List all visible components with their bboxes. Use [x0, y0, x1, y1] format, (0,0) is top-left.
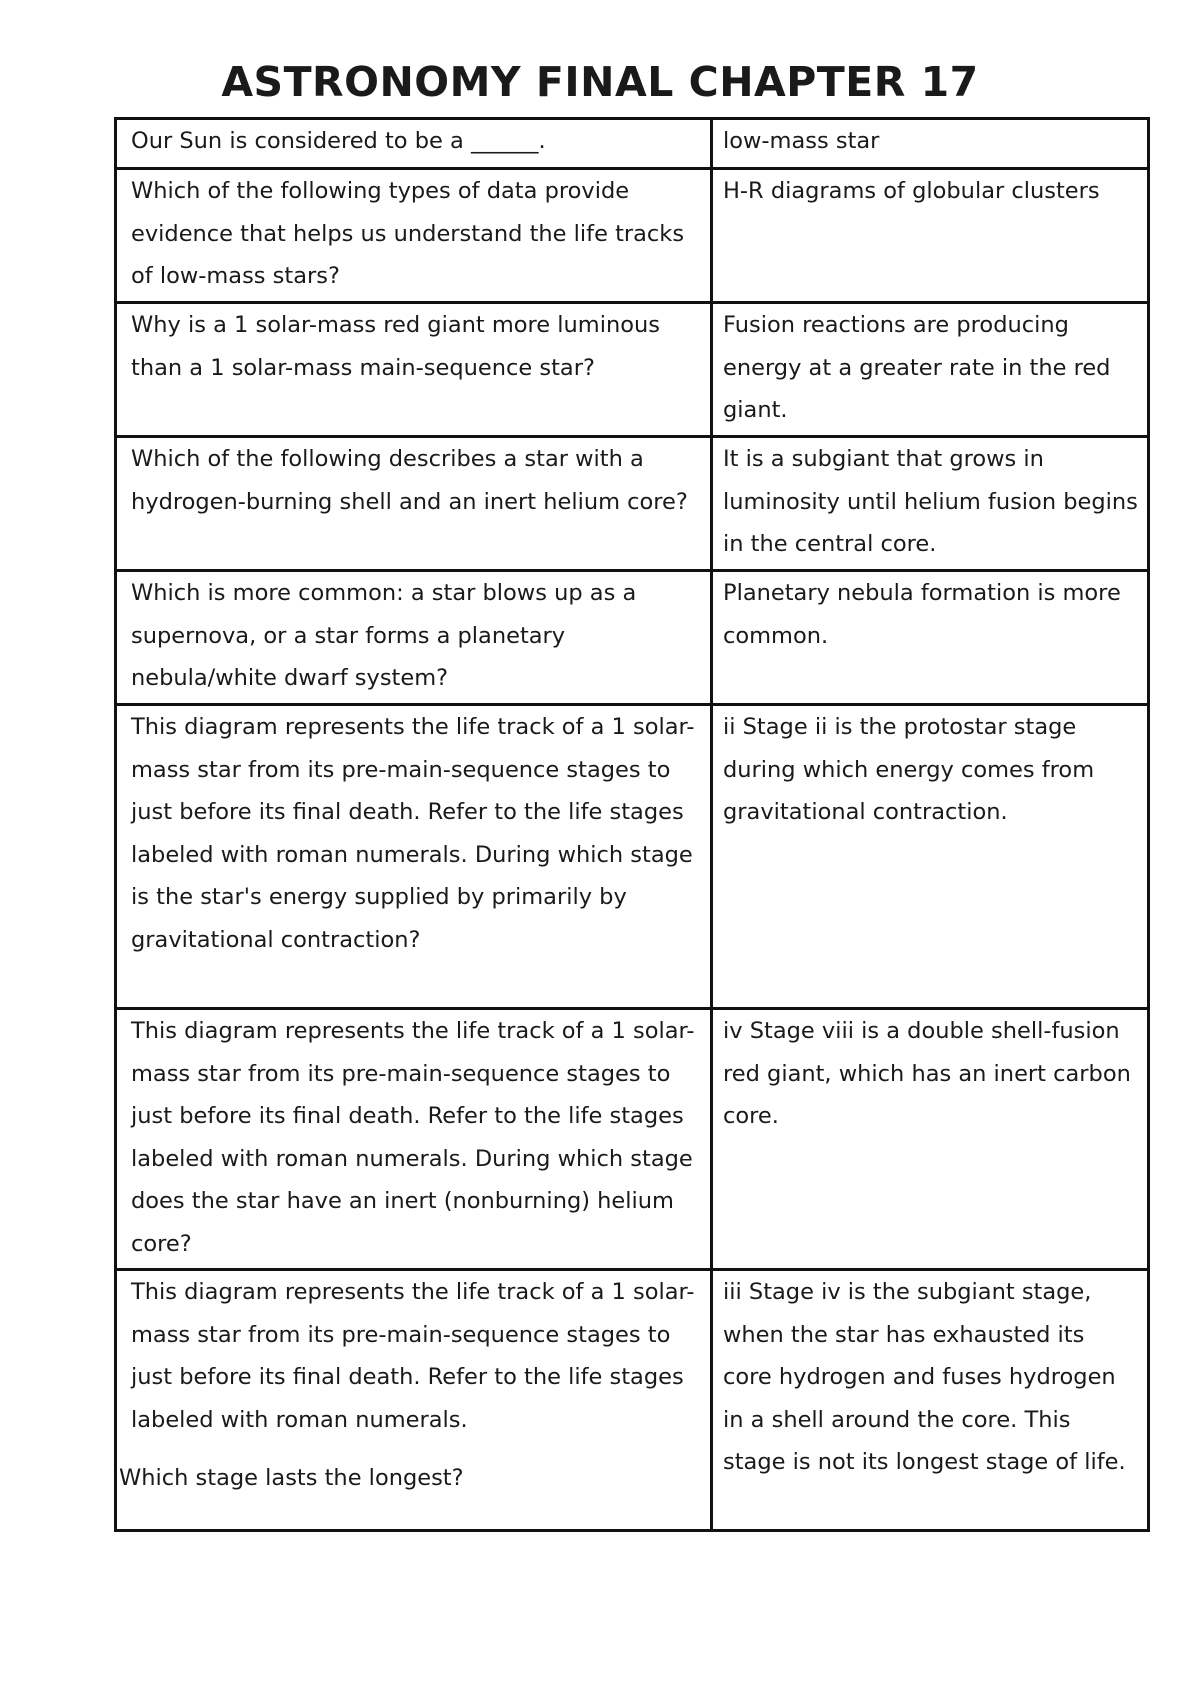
question-text: This diagram represents the life track of a 1 solar-mass star from its pre-main-sequence stages to just before its final death. Refer to the life stages labeled with roman numerals.	[131, 1279, 695, 1433]
table-row	[116, 119, 1149, 169]
answer-cell: ii Stage ii is the protostar stage during which energy comes from gravitational contraction.	[712, 705, 1149, 1009]
answer-cell: Fusion reactions are producing energy at a greater rate in the red giant.	[712, 303, 1149, 437]
answer-cell: H-R diagrams of globular clusters	[712, 169, 1149, 303]
qa-table	[114, 117, 1150, 1532]
question-cell: Why is a 1 solar-mass red giant more luminous than a 1 solar-mass main-sequence star?	[116, 303, 712, 437]
page-title: ASTRONOMY FINAL CHAPTER 17	[221, 58, 979, 106]
question-cell: Which of the following types of data provide evidence that helps us understand the life tracks of low-mass stars?	[116, 169, 712, 303]
question-followup: Which stage lasts the longest?	[119, 1465, 464, 1491]
answer-cell: iv Stage viii is a double shell-fusion red giant, which has an inert carbon core.	[712, 1009, 1149, 1270]
answer-cell: iii Stage iv is the subgiant stage, when the star has exhausted its core hydrogen and fuses hydrogen in a shell around the core. This stage is not its longest stage of life.	[712, 1270, 1149, 1531]
question-cell: Which of the following describes a star with a hydrogen-burning shell and an inert helium core?	[116, 437, 712, 571]
answer-cell: low-mass star	[712, 119, 1149, 169]
table-row	[116, 705, 1149, 1009]
question-cell: This diagram represents the life track of a 1 solar-mass star from its pre-main-sequence stages to just before its final death. Refer to the life stages labeled with roman numerals. During which stage does the star have an inert (nonburning) helium core?	[116, 1009, 712, 1270]
table-row	[116, 1009, 1149, 1270]
table-row	[116, 1270, 1149, 1531]
table-row	[116, 571, 1149, 705]
question-cell: This diagram represents the life track of a 1 solar-mass star from its pre-main-sequence stages to just before its final death. Refer to the life stages labeled with roman numerals. During which stage is the star's energy supplied by primarily by gravitational contraction?	[116, 705, 712, 1009]
table-row	[116, 169, 1149, 303]
question-cell: Which is more common: a star blows up as a supernova, or a star forms a planetary nebula/white dwarf system?	[116, 571, 712, 705]
question-cell	[116, 1270, 712, 1531]
answer-cell: Planetary nebula formation is more common.	[712, 571, 1149, 705]
table-row	[116, 303, 1149, 437]
table-row	[116, 437, 1149, 571]
question-cell: Our Sun is considered to be a ______.	[116, 119, 712, 169]
answer-cell: It is a subgiant that grows in luminosity until helium fusion begins in the central core.	[712, 437, 1149, 571]
